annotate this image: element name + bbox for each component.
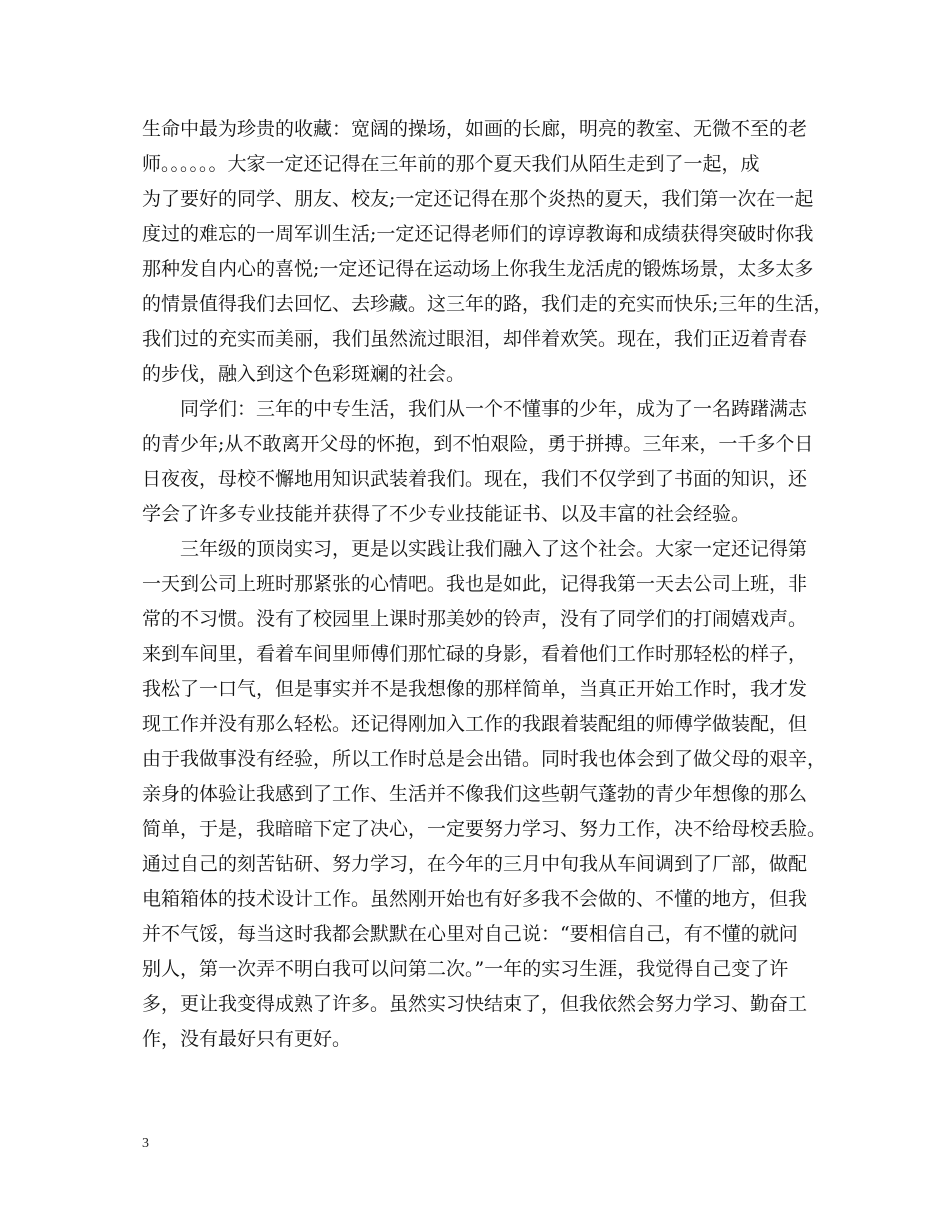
text-line: 简单，于是，我暗暗下定了决心，一定要努力学习、努力工作，决不给母校丢脸。 [142, 818, 827, 840]
text-line: 生命中最为珍贵的收藏：宽阔的操场，如画的长廊，明亮的教室、无微不至的老 [142, 118, 808, 140]
text-line: 别人，第一次弄不明白我可以问第二次。”一年的实习生涯，我觉得自己变了许 [142, 958, 789, 980]
text-line: 一天到公司上班时那紧张的心情吧。我也是如此，记得我第一天去公司上班，非 [142, 573, 808, 595]
body-text [142, 112, 833, 1057]
text-line: 学会了许多专业技能并获得了不少专业技能证书、以及丰富的社会经验。 [142, 503, 751, 525]
text-line: 常的不习惯。没有了校园里上课时那美妙的铃声，没有了同学们的打闹嬉戏声。 [142, 608, 808, 630]
text-line: 为了要好的同学、朋友、校友;一定还记得在那个炎热的夏天，我们第一次在一起 [142, 188, 814, 210]
text-line: 亲身的体验让我感到了工作、生活并不像我们这些朝气蓬勃的青少年想像的那么 [142, 783, 808, 805]
text-line: 度过的难忘的一周军训生活;一定还记得老师们的谆谆教诲和成绩获得突破时你我 [142, 223, 814, 245]
text-line: 我松了一口气，但是事实并不是我想像的那样简单，当真正开始工作时，我才发 [142, 678, 808, 700]
text-line: 的步伐，融入到这个色彩斑斓的社会。 [142, 363, 466, 385]
text-line: 电箱箱体的技术设计工作。虽然刚开始也有好多我不会做的、不懂的地方，但我 [142, 888, 808, 910]
text-line: 的情景值得我们去回忆、去珍藏。这三年的路，我们走的充实而快乐;三年的生活， [142, 293, 833, 315]
text-line: 现工作并没有那么轻松。还记得刚加入工作的我跟着装配组的师傅学做装配，但 [142, 713, 808, 735]
text-line: 的青少年;从不敢离开父母的怀抱，到不怕艰险，勇于拼搏。三年来，一千多个日 [142, 433, 814, 455]
text-line: 来到车间里，看着车间里师傅们那忙碌的身影，看着他们工作时那轻松的样子， [142, 643, 808, 665]
text-line: 通过自己的刻苦钻研、努力学习，在今年的三月中旬我从车间调到了厂部，做配 [142, 853, 808, 875]
text-line: 师。。。。。。大家一定还记得在三年前的那个夏天我们从陌生走到了一起，成 [142, 153, 760, 175]
text-line: 并不气馁，每当这时我都会默默在心里对自己说：“要相信自己，有不懂的就问 [142, 923, 798, 945]
text-line: 由于我做事没有经验，所以工作时总是会出错。同时我也体会到了做父母的艰辛， [142, 748, 827, 770]
text-line: 同学们：三年的中专生活，我们从一个不懂事的少年，成为了一名踌躇满志 [142, 398, 808, 420]
text-line: 我们过的充实而美丽，我们虽然流过眼泪，却伴着欢笑。现在，我们正迈着青春 [142, 328, 808, 350]
text-line: 多，更让我变得成熟了许多。虽然实习快结束了，但我依然会努力学习、勤奋工 [142, 993, 808, 1015]
text-line: 那种发自内心的喜悦;一定还记得在运动场上你我生龙活虎的锻炼场景，太多太多 [142, 258, 814, 280]
page-number: 3 [142, 1136, 149, 1151]
text-line: 三年级的顶岗实习，更是以实践让我们融入了这个社会。大家一定还记得第 [142, 538, 808, 560]
text-line: 日夜夜，母校不懈地用知识武装着我们。现在，我们不仅学到了书面的知识，还 [142, 468, 808, 490]
text-line: 作，没有最好只有更好。 [142, 1028, 352, 1050]
